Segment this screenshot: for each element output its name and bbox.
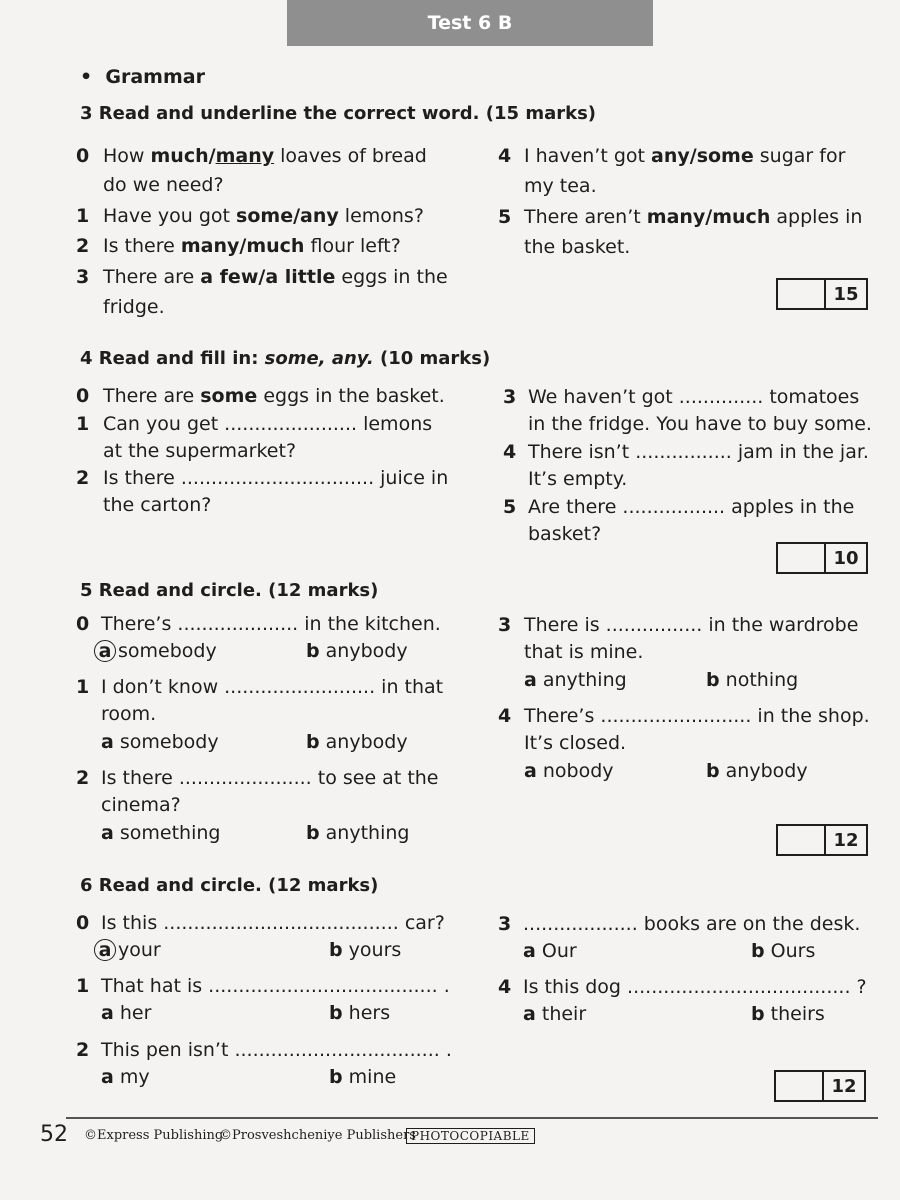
option-a[interactable]: a my (101, 1066, 150, 1088)
option-b[interactable]: b anything (306, 822, 410, 844)
score-total: 12 (833, 829, 859, 851)
score-blank[interactable] (776, 1072, 824, 1100)
score-total: 10 (833, 547, 859, 569)
option-b[interactable]: b theirs (751, 1003, 825, 1025)
ex5-heading: 5 Read and circle. (12 marks) (80, 580, 379, 601)
ex4-score-box (776, 542, 868, 574)
score-total: 15 (833, 283, 859, 305)
option-b[interactable]: b yours (329, 939, 402, 961)
option-a[interactable]: a somebody (101, 731, 219, 753)
option-a[interactable]: a Our (523, 940, 577, 962)
score-blank[interactable] (778, 544, 826, 572)
option-b[interactable]: b anybody (306, 731, 408, 753)
score-blank[interactable] (778, 280, 826, 308)
footer-divider (66, 1117, 878, 1119)
test-title: Test 6 B (287, 0, 653, 46)
option-b[interactable]: b hers (329, 1002, 391, 1024)
option-b[interactable]: b mine (329, 1066, 397, 1088)
bullet: • (80, 66, 106, 88)
publisher-1: ©Express Publishing (84, 1128, 224, 1143)
option-a[interactable]: a your (94, 939, 161, 961)
ex5-score-box (776, 824, 868, 856)
option-a[interactable]: a her (101, 1002, 152, 1024)
option-a[interactable]: a their (523, 1003, 587, 1025)
ex3-score-box (776, 278, 868, 310)
option-b[interactable]: b anybody (306, 640, 408, 662)
option-a[interactable]: a anything (524, 669, 627, 691)
ex6-heading: 6 Read and circle. (12 marks) (80, 875, 379, 896)
option-b[interactable]: b nothing (706, 669, 799, 691)
publisher-2: ©Prosveshcheniye Publishers (219, 1128, 416, 1143)
option-b[interactable]: b anybody (706, 760, 808, 782)
option-a[interactable]: a somebody (94, 640, 217, 662)
option-b[interactable]: b Ours (751, 940, 816, 962)
option-a[interactable]: a nobody (524, 760, 614, 782)
section-label: • Grammar (80, 66, 205, 88)
circled-answer: a (94, 640, 116, 662)
page-number: 52 (40, 1122, 68, 1147)
circled-answer: a (94, 939, 116, 961)
photocopiable-badge: PHOTOCOPIABLE (406, 1128, 535, 1144)
ex3-heading: 3 Read and underline the correct word. (15 marks) (80, 103, 597, 124)
ex4-heading: 4 Read and fill in: some, any. (10 marks) (80, 348, 491, 369)
ex6-score-box (774, 1070, 866, 1102)
score-total: 12 (831, 1075, 857, 1097)
score-blank[interactable] (778, 826, 826, 854)
option-a[interactable]: a something (101, 822, 221, 844)
